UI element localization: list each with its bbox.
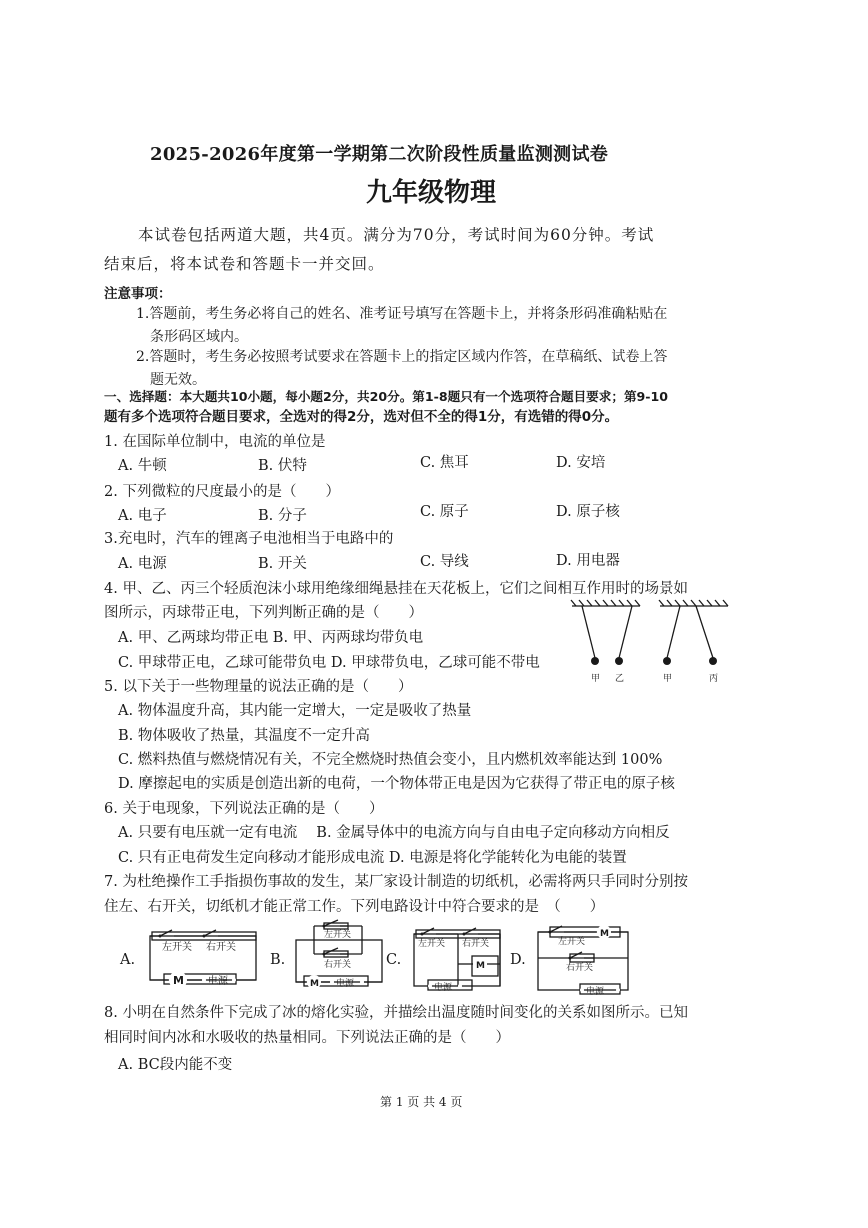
q7-option-d-label: D. bbox=[510, 952, 526, 968]
q5-option-d: D. 摩擦起电的实质是创造出新的电荷，一个物体带正电是因为它获得了带正电的原子核 bbox=[118, 776, 675, 792]
d-motor-label: M bbox=[600, 929, 609, 939]
q1-option-d: D. 安培 bbox=[556, 455, 606, 471]
ball-jia-2 bbox=[663, 657, 671, 665]
c-left-switch-label: 左开关 bbox=[418, 939, 446, 949]
note-1-line-2: 条形码区域内。 bbox=[150, 329, 248, 345]
d-left-switch-label: 左开关 bbox=[558, 937, 586, 947]
q4-options-ab: A. 甲、乙两球均带正电 B. 甲、丙两球均带负电 bbox=[118, 630, 424, 646]
q8-line-2: 相同时间内冰和水吸收的热量相同。下列说法正确的是（ ） bbox=[104, 1030, 510, 1046]
b-motor-label: M bbox=[310, 979, 319, 989]
q7-line-2: 住左、右开关，切纸机才能正常工作。下列电路设计中符合要求的是 （ ） bbox=[104, 899, 605, 915]
q8-line-1: 8. 小明在自然条件下完成了冰的熔化实验，并描绘出温度随时间变化的关系如图所示。已知 bbox=[104, 1005, 688, 1021]
q4-line-1: 4. 甲、乙、丙三个轻质泡沫小球用绝缘细绳悬挂在天花板上，它们之间相互作用时的场景如 bbox=[104, 581, 688, 597]
b-left-switch-label: 左开关 bbox=[324, 930, 352, 940]
notes-heading: 注意事项： bbox=[104, 286, 172, 302]
q3-option-b: B. 开关 bbox=[258, 556, 307, 572]
label-yi: 乙 bbox=[615, 674, 625, 684]
q4-hanging-balls-figure bbox=[568, 598, 748, 688]
q5-option-c: C. 燃料热值与燃烧情况有关，不完全燃烧时热值会变小，且内燃机效率能达到 100% bbox=[118, 752, 663, 768]
page-number: 第 1 页 共 4 页 bbox=[380, 1095, 463, 1109]
d-power-label: 电源 bbox=[586, 987, 605, 997]
q5-option-a: A. 物体温度升高，其内能一定增大，一定是吸收了热量 bbox=[118, 703, 472, 719]
exam-title: 2025-2026年度第一学期第二次阶段性质量监测测试卷 bbox=[150, 144, 609, 165]
d-right-switch-label: 右开关 bbox=[566, 963, 594, 973]
section-1-line-1: 一、选择题：本大题共10小题，每小题2分，共20分。第1-8题只有一个选项符合题目要求；第9-10 bbox=[104, 389, 669, 404]
q7-circuit-b bbox=[294, 922, 386, 992]
ball-bing bbox=[709, 657, 717, 665]
q2-option-c: C. 原子 bbox=[420, 504, 469, 520]
q2-option-d: D. 原子核 bbox=[556, 504, 620, 520]
q2-stem: 2. 下列微粒的尺度最小的是（ ） bbox=[104, 484, 340, 500]
ball-jia-1 bbox=[591, 657, 599, 665]
q6-options-cd: C. 只有正电荷发生定向移动才能形成电流 D. 电源是将化学能转化为电能的装置 bbox=[118, 850, 627, 866]
q5-stem: 5. 以下关于一些物理量的说法正确的是（ ） bbox=[104, 679, 413, 695]
subject-title: 九年级物理 bbox=[366, 178, 497, 208]
a-power-label: 电源 bbox=[208, 976, 228, 987]
q6-options-ab: A. 只要有电压就一定有电流 B. 金属导体中的电流方向与自由电子定向移动方向相反 bbox=[118, 825, 670, 841]
q1-option-b: B. 伏特 bbox=[258, 458, 307, 474]
q3-option-a: A. 电源 bbox=[118, 556, 167, 572]
a-left-switch-label: 左开关 bbox=[162, 942, 192, 953]
section-1-line-2: 题有多个选项符合题目要求，全选对的得2分，选对但不全的得1分，有选错的得0分。 bbox=[104, 409, 619, 425]
q1-option-a: A. 牛顿 bbox=[118, 458, 167, 474]
label-jia-1: 甲 bbox=[591, 674, 601, 684]
q1-stem: 1. 在国际单位制中，电流的单位是 bbox=[104, 434, 326, 450]
note-1-line-1: 1.答题前，考生务必将自己的姓名、准考证号填写在答题卡上，并将条形码准确粘贴在 bbox=[136, 306, 668, 322]
intro-line-1: 本试卷包括两道大题，共4页。满分为70分，考试时间为60分钟。考试 bbox=[138, 226, 655, 244]
q7-circuit-d bbox=[536, 926, 632, 996]
c-motor-label: M bbox=[476, 961, 485, 971]
q7-option-b-label: B. bbox=[270, 952, 286, 968]
q7-option-c-label: C. bbox=[386, 952, 402, 968]
c-right-switch-label: 右开关 bbox=[462, 939, 490, 949]
b-right-switch-label: 右开关 bbox=[324, 960, 352, 970]
q3-stem: 3.充电时，汽车的锂离子电池相当于电路中的 bbox=[104, 531, 394, 547]
a-motor-label: M bbox=[173, 974, 184, 987]
label-bing: 丙 bbox=[709, 674, 719, 684]
note-2-line-2: 题无效。 bbox=[150, 372, 206, 388]
q3-option-c: C. 导线 bbox=[420, 554, 469, 570]
q7-circuit-a bbox=[148, 928, 260, 988]
q7-option-a-label: A. bbox=[120, 952, 136, 968]
q5-option-b: B. 物体吸收了热量，其温度不一定升高 bbox=[118, 728, 370, 744]
ball-yi bbox=[615, 657, 623, 665]
b-power-label: 电源 bbox=[336, 979, 355, 989]
q2-option-b: B. 分子 bbox=[258, 508, 307, 524]
q8-option-a: A. BC段内能不变 bbox=[118, 1057, 233, 1073]
q1-option-c: C. 焦耳 bbox=[420, 455, 469, 471]
a-right-switch-label: 右开关 bbox=[206, 942, 236, 953]
q3-option-d: D. 用电器 bbox=[556, 553, 620, 569]
note-2-line-1: 2.答题时，考生务必按照考试要求在答题卡上的指定区域内作答，在草稿纸、试卷上答 bbox=[136, 349, 668, 365]
q7-circuit-c bbox=[412, 930, 504, 992]
q2-option-a: A. 电子 bbox=[118, 508, 167, 524]
label-jia-2: 甲 bbox=[663, 674, 673, 684]
q7-line-1: 7. 为杜绝操作工手指损伤事故的发生，某厂家设计制造的切纸机，必需将两只手同时分别按 bbox=[104, 874, 688, 890]
q4-line-2: 图所示，丙球带正电，下列判断正确的是（ ） bbox=[104, 605, 423, 621]
c-power-label: 电源 bbox=[434, 983, 453, 993]
q4-options-cd: C. 甲球带正电，乙球可能带负电 D. 甲球带负电，乙球可能不带电 bbox=[118, 655, 540, 671]
q6-stem: 6. 关于电现象，下列说法正确的是（ ） bbox=[104, 801, 384, 817]
intro-line-2: 结束后，将本试卷和答题卡一并交回。 bbox=[104, 255, 385, 273]
